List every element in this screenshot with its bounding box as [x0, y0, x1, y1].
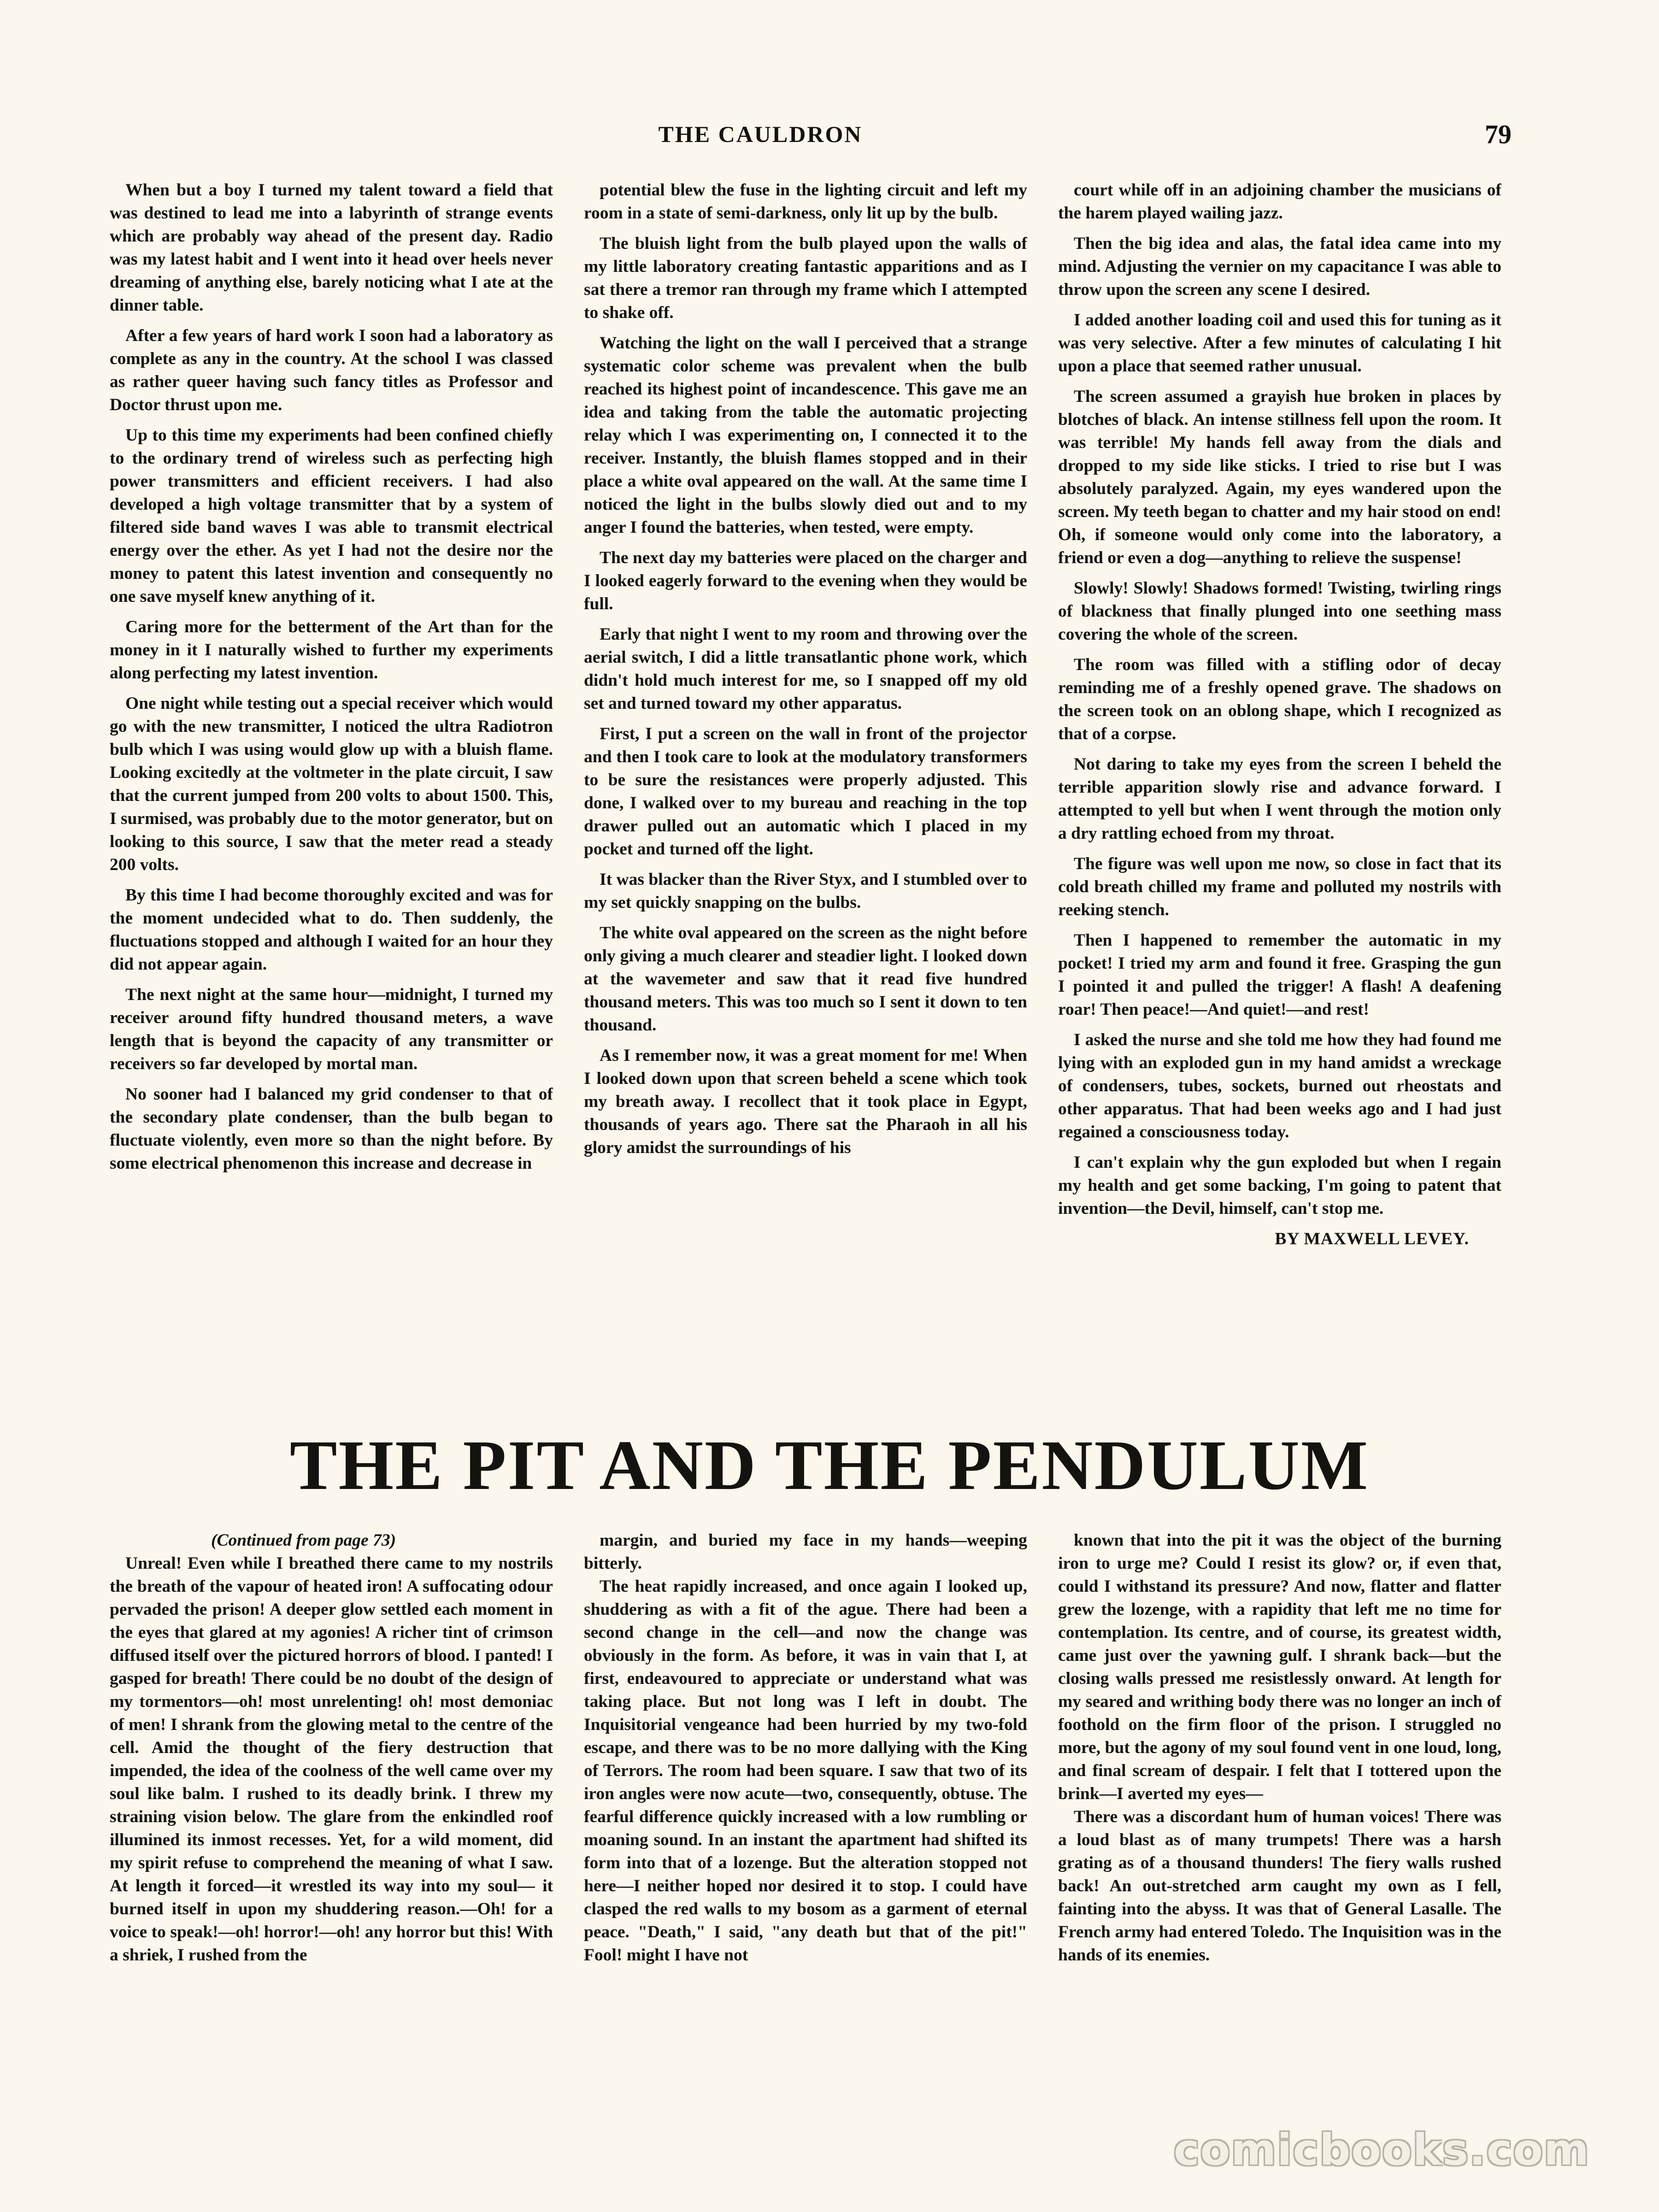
- paragraph: Slowly! Slowly! Shadows formed! Twisting, twirling rings of blackness that finally plunged into one seething mass covering the whole of the screen.: [1058, 579, 1501, 644]
- paragraph: The next night at the same hour—midnight, I turned my receiver around fifty hundred thousand meters, a wave length that is beyond the capacity of any transmitter or receivers so far developed by mortal man.: [110, 985, 553, 1073]
- paragraph: known that into the pit it was the object of the burning iron to urge me? Could I resist its glow? or, if even that, could I withstand its pressure? And now, flatter and flatter grew the lozenge, with a rapidity that left me no time for contemplation. Its centre, and of course, its greatest width, came just over the yawning gulf. I shrank back—but the closing walls pressed me resistlessly onward. At length for my seared and writhing body there was no longer an inch of foothold on the firm floor of the prison. I struggled no more, but the agony of my soul found vent in one loud, long, and final scream of despair. I felt that I tottered upon the brink—I averted my eyes—: [1058, 1531, 1501, 1803]
- paragraph: The heat rapidly increased, and once again I looked up, shuddering as with a fit of the ague. There had been a second change in the cell—and now the change was obviously in the form. As before, it was in vain that I, at first, endeavoured to appreciate or understand what was taking place. But not long was I left in doubt. The Inquisitorial vengeance had been hurried by my two-fold escape, and there was to be no more dallying with the King of Terrors. The room had been square. I saw that two of its iron angles were now acute—two, consequently, obtuse. The fearful difference quickly increased with a low rumbling or moaning sound. In an instant the apartment had shifted its form into that of a lozenge. But the alteration stopped not here—I neither hoped nor desired it to stop. I could have clasped the red walls to my bosom as a garment of eternal peace. "Death," I said, "any death but that of the pit!" Fool! might I have not: [584, 1577, 1027, 1965]
- story-column-3: [1058, 179, 1501, 1400]
- paragraph: Caring more for the betterment of the Art than for the money in it I naturally wished to further my experiments along perfecting my latest invention.: [110, 618, 553, 682]
- story-title: THE PIT AND THE PENDULUM: [289, 1426, 1370, 1505]
- paragraph: No sooner had I balanced my grid condenser to that of the secondary plate condenser, than the bulb began to fluctuate violently, even more so than the night before. By some electrical phenomenon this increase and decrease in: [110, 1085, 553, 1173]
- story-column-2: [584, 179, 1027, 1400]
- paragraph: First, I put a screen on the wall in front of the projector and then I took care to look at the modulatory transformers to be sure the resistances were properly adjusted. This done, I walked over to my bureau and reaching in the top drawer pulled out an automatic which I placed in my pocket and turned off the light.: [584, 724, 1027, 859]
- paragraph: Early that night I went to my room and throwing over the aerial switch, I did a little transatlantic phone work, which didn't hold much interest for me, so I snapped off my old set and turned toward my other apparatus.: [584, 625, 1027, 713]
- byline: BY MAXWELL LEVEY.: [1275, 1230, 1469, 1248]
- paragraph: By this time I had become thoroughly excited and was for the moment undecided what to do. Then suddenly, the fluctuations stopped and although I waited for an hour they did not appear again.: [110, 886, 553, 974]
- paragraph: The screen assumed a grayish hue broken in places by blotches of black. An intense stillness fell upon the room. It was terrible! My hands fell away from the dials and dropped to my side like sticks. I tried to rise but I was absolutely paralyzed. Again, my eyes wandered upon the screen. My teeth began to chatter and my hair stood on end! Oh, if someone would only come into the laboratory, a friend or even a dog—anything to relieve the suspense!: [1058, 387, 1501, 567]
- paragraph: It was blacker than the River Styx, and I stumbled over to my set quickly snapping on the bulbs.: [584, 870, 1027, 912]
- paragraph: One night while testing out a special receiver which would go with the new transmitter, I noticed the ultra Radiotron bulb which I was using would glow up with a bluish flame. Looking excitedly at the voltmeter in the plate circuit, I saw that the current jumped from 200 volts to about 1500. This, I surmised, was probably due to the motor generator, but on looking to this source, I saw that the meter read a steady 200 volts.: [110, 694, 553, 874]
- story-columns-bottom: [110, 1529, 1501, 2096]
- paragraph: potential blew the fuse in the lighting circuit and left my room in a state of semi-darkness, only lit up by the bulb.: [584, 181, 1027, 223]
- story-columns-top: [110, 179, 1501, 1400]
- paragraph: There was a discordant hum of human voices! There was a loud blast as of many trumpets! There was a harsh grating as of a thousand thunders! The fiery walls rushed back! An out-stretched arm caught my own as I fell, fainting into the abyss. It was that of General Lasalle. The French army had entered Toledo. The Inquisition was in the hands of its enemies.: [1058, 1807, 1501, 1965]
- paragraph: I added another loading coil and used this for tuning as it was very selective. After a few minutes of calculating I hit upon a place that seemed rather unusual.: [1058, 311, 1501, 376]
- paragraph: Up to this time my experiments had been confined chiefly to the ordinary trend of wireless such as perfecting high power transmitters and efficient receivers. I had also developed a high voltage transmitter that by a system of filtered side band waves I was able to transmit electrical energy over the ether. As yet I had not the desire nor the money to patent this latest invention and consequently no one save myself knew anything of it.: [110, 426, 553, 606]
- running-head: THE CAULDRON: [658, 121, 863, 147]
- paragraph: court while off in an adjoining chamber the musicians of the harem played wailing jazz.: [1058, 181, 1501, 223]
- paragraph: The next day my batteries were placed on the charger and I looked eagerly forward to the evening when they would be full.: [584, 548, 1027, 613]
- paragraph: When but a boy I turned my talent toward a field that was destined to lead me into a labyrinth of strange events which are probably way ahead of the present day. Radio was my latest habit and I went into it head over heels never dreaming of anything else, barely noticing what I ate at the dinner table.: [110, 181, 553, 315]
- paragraph: Then the big idea and alas, the fatal idea came into my mind. Adjusting the vernier on my capacitance I was able to throw upon the screen any scene I desired.: [1058, 234, 1501, 299]
- paragraph: The bluish light from the bulb played upon the walls of my little laboratory creating fantastic apparitions and as I sat there a tremor ran through my frame which I attempted to shake off.: [584, 234, 1027, 322]
- pit-column-1: [110, 1529, 553, 2096]
- paragraph: As I remember now, it was a great moment for me! When I looked down upon that screen beheld a scene which took my breath away. I recollect that it took place in Egypt, thousands of years ago. There sat the Pharaoh in all his glory amidst the surroundings of his: [584, 1046, 1027, 1157]
- paragraph: After a few years of hard work I soon had a laboratory as complete as any in the country. At the school I was classed as rather queer having such fancy titles as Professor and Doctor thrust upon me.: [110, 326, 553, 414]
- paragraph: I asked the nurse and she told me how they had found me lying with an exploded gun in my hand amidst a wreckage of condensers, tubes, sockets, burned out rheostats and other apparatus. That had been weeks ago and I had just regained a consciousness today.: [1058, 1030, 1501, 1141]
- page-number: 79: [1485, 119, 1512, 149]
- paragraph: The white oval appeared on the screen as the night before only giving a much clearer and steadier light. I looked down at the wavemeter and saw that it read five hundred thousand meters. This was too much so I sent it down to ten thousand.: [584, 924, 1027, 1035]
- paragraph: The figure was well upon me now, so close in fact that its cold breath chilled my frame and polluted my nostrils with reeking stench.: [1058, 854, 1501, 919]
- paragraph: Watching the light on the wall I perceived that a strange systematic color scheme was prevalent when the bulb reached its highest point of incandescence. This gave me an idea and taking from the table the automatic projecting relay which I was experimenting on, I connected it to the receiver. Instantly, the bluish flames stopped and in their place a white oval appeared on the wall. At the same time I noticed the light in the bulbs slowly died out and to my anger I found the batteries, when tested, were empty.: [584, 334, 1027, 537]
- paragraph: Not daring to take my eyes from the screen I beheld the terrible apparition slowly rise and advance forward. I attempted to yell but when I went through the motion only a dry rattling echoed from my throat.: [1058, 755, 1501, 843]
- paragraph: Unreal! Even while I breathed there came to my nostrils the breath of the vapour of heated iron! A suffocating odour pervaded the prison! A deeper glow settled each moment in the eyes that glared at my agonies! A richer tint of crimson diffused itself over the pictured horrors of blood. I panted! I gasped for breath! There could be no doubt of the design of my tormentors—oh! most unrelenting! oh! most demoniac of men! I shrank from the glowing metal to the centre of the cell. Amid the thought of the fiery destruction that impended, the idea of the coolness of the well came over my soul like balm. I rushed to its deadly brink. I threw my straining vision below. The glare from the enkindled roof illumined its inmost recesses. Yet, for a wild moment, did my spirit refuse to comprehend the meaning of what I saw. At length it forced—it wrestled its way into my soul— it burned itself in upon my shuddering reason.—Oh! for a voice to speak!—oh! horror!—oh! any horror but this! With a shriek, I rushed from the: [110, 1554, 553, 1965]
- paragraph: The room was filled with a stifling odor of decay reminding me of a freshly opened grave. The shadows on the screen took on an oblong shape, which I recognized as that of a corpse.: [1058, 655, 1501, 743]
- pit-column-3: [1058, 1529, 1501, 2096]
- story-column-1: [110, 179, 553, 1400]
- paragraph: Then I happened to remember the automatic in my pocket! I tried my arm and found it free. Grasping the gun I pointed it and pulled the trigger! A flash! A deafening roar! Then peace!—And quiet!—and rest!: [1058, 931, 1501, 1019]
- paragraph: margin, and buried my face in my hands—weeping bitterly.: [584, 1531, 1027, 1573]
- watermark: comicbooks.com: [1173, 2125, 1590, 2175]
- paragraph: I can't explain why the gun exploded but when I regain my health and get some backing, I'm going to patent that invention—the Devil, himself, can't stop me.: [1058, 1153, 1501, 1218]
- pit-column-2: [584, 1529, 1027, 2096]
- continued-note: (Continued from page 73): [211, 1531, 396, 1550]
